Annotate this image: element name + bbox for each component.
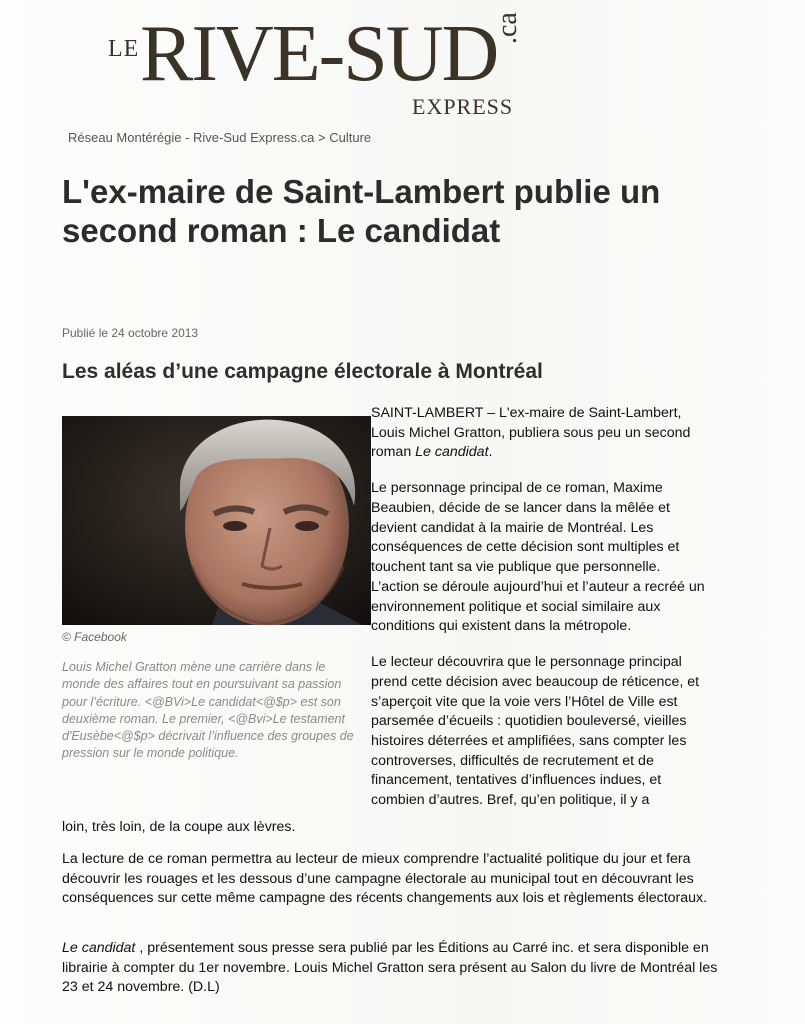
logo-le: LE bbox=[108, 36, 140, 62]
author-photo-image bbox=[62, 416, 371, 625]
breadcrumb-separator: > bbox=[318, 130, 326, 145]
breadcrumb-home-link[interactable]: Réseau Montérégie - Rive-Sud Express.ca bbox=[68, 130, 315, 145]
paragraph-lecture: La lecture de ce roman permettra au lecteur de mieux comprendre l’actualité politique du jour et fera découvrir les rouages et les dessous d’une campagne électorale au municipal tout en découvrant les conséquences sur cette même campagne des récents changements aux lois et règlements électoraux. bbox=[62, 851, 708, 907]
site-logo[interactable] bbox=[108, 10, 528, 124]
intro-end: . bbox=[488, 444, 493, 461]
publish-date: Publié le 24 octobre 2013 bbox=[62, 326, 199, 340]
photo-caption: Louis Michel Gratton mène une carrière dans le monde des affaires tout en poursuivant sa passion pour l’écriture. <@BVi>Le candidat<@$p> est son deuxième roman. Le premier, <@Bvi>Le testament d'Eusèbe<@$p> décrivait l’influence des groupes de pression sur le monde politique. bbox=[62, 660, 354, 761]
final-book-title: Le candidat bbox=[62, 940, 136, 956]
article-body-column bbox=[371, 404, 711, 827]
paragraph-reader: Le lecteur découvrira que le personnage principal prend cette décision avec beaucoup de réticence, et s’aperçoit vite que la voie vers l’Hôtel de Ville est parsemée d’écueils : quotidien bouleversé, vieilles histoires déterrées et amplifiées, sans compter les controverses, difficultés de recrutement et de financement, tentatives d’influences indues, et combien d’autres. Bref, qu’en politique, il y a bbox=[371, 654, 700, 809]
author-photo[interactable] bbox=[62, 416, 371, 625]
intro-book-title: Le candidat bbox=[415, 444, 489, 461]
photo-credit: © Facebook bbox=[62, 630, 127, 644]
paragraph-intro bbox=[371, 404, 711, 463]
article-subtitle: Les aléas d’une campagne électorale à Montréal bbox=[62, 360, 543, 383]
paragraph-publication bbox=[62, 939, 722, 998]
logo-ca: .ca bbox=[492, 12, 523, 44]
final-text: , présentement sous presse sera publié par les Éditions au Carré inc. et sera disponible en librairie à compter du 1er novembre. Louis Michel Gratton sera présent au Salon du livre de Montréal les 23 et 24 novembre. (D.L) bbox=[62, 940, 718, 996]
logo-express: EXPRESS bbox=[412, 94, 514, 119]
intro-text: SAINT-LAMBERT – L'ex-maire de Saint-Lambert, Louis Michel Gratton, publiera sous peu un second roman bbox=[371, 405, 691, 461]
paragraph-reader-continued: loin, très loin, de la coupe aux lèvres. bbox=[62, 819, 296, 835]
logo-main: RIVE-SUD bbox=[140, 10, 498, 98]
breadcrumb-section-link[interactable]: Culture bbox=[329, 130, 372, 145]
paragraph-character: Le personnage principal de ce roman, Maxime Beaubien, décide de se lancer dans la mêlée et devient candidat à la mairie de Montréal. Les conséquences de cette décision sont multiples et touchent tant sa vie publique que personnelle. L’action se déroule aujourd’hui et l’auteur a recréé un environnement politique et social similaire aux conditions qui existent dans la métropole. bbox=[371, 480, 705, 635]
breadcrumb bbox=[68, 130, 371, 145]
article-title: L'ex-maire de Saint-Lambert publie un second roman : Le candidat bbox=[62, 173, 661, 249]
